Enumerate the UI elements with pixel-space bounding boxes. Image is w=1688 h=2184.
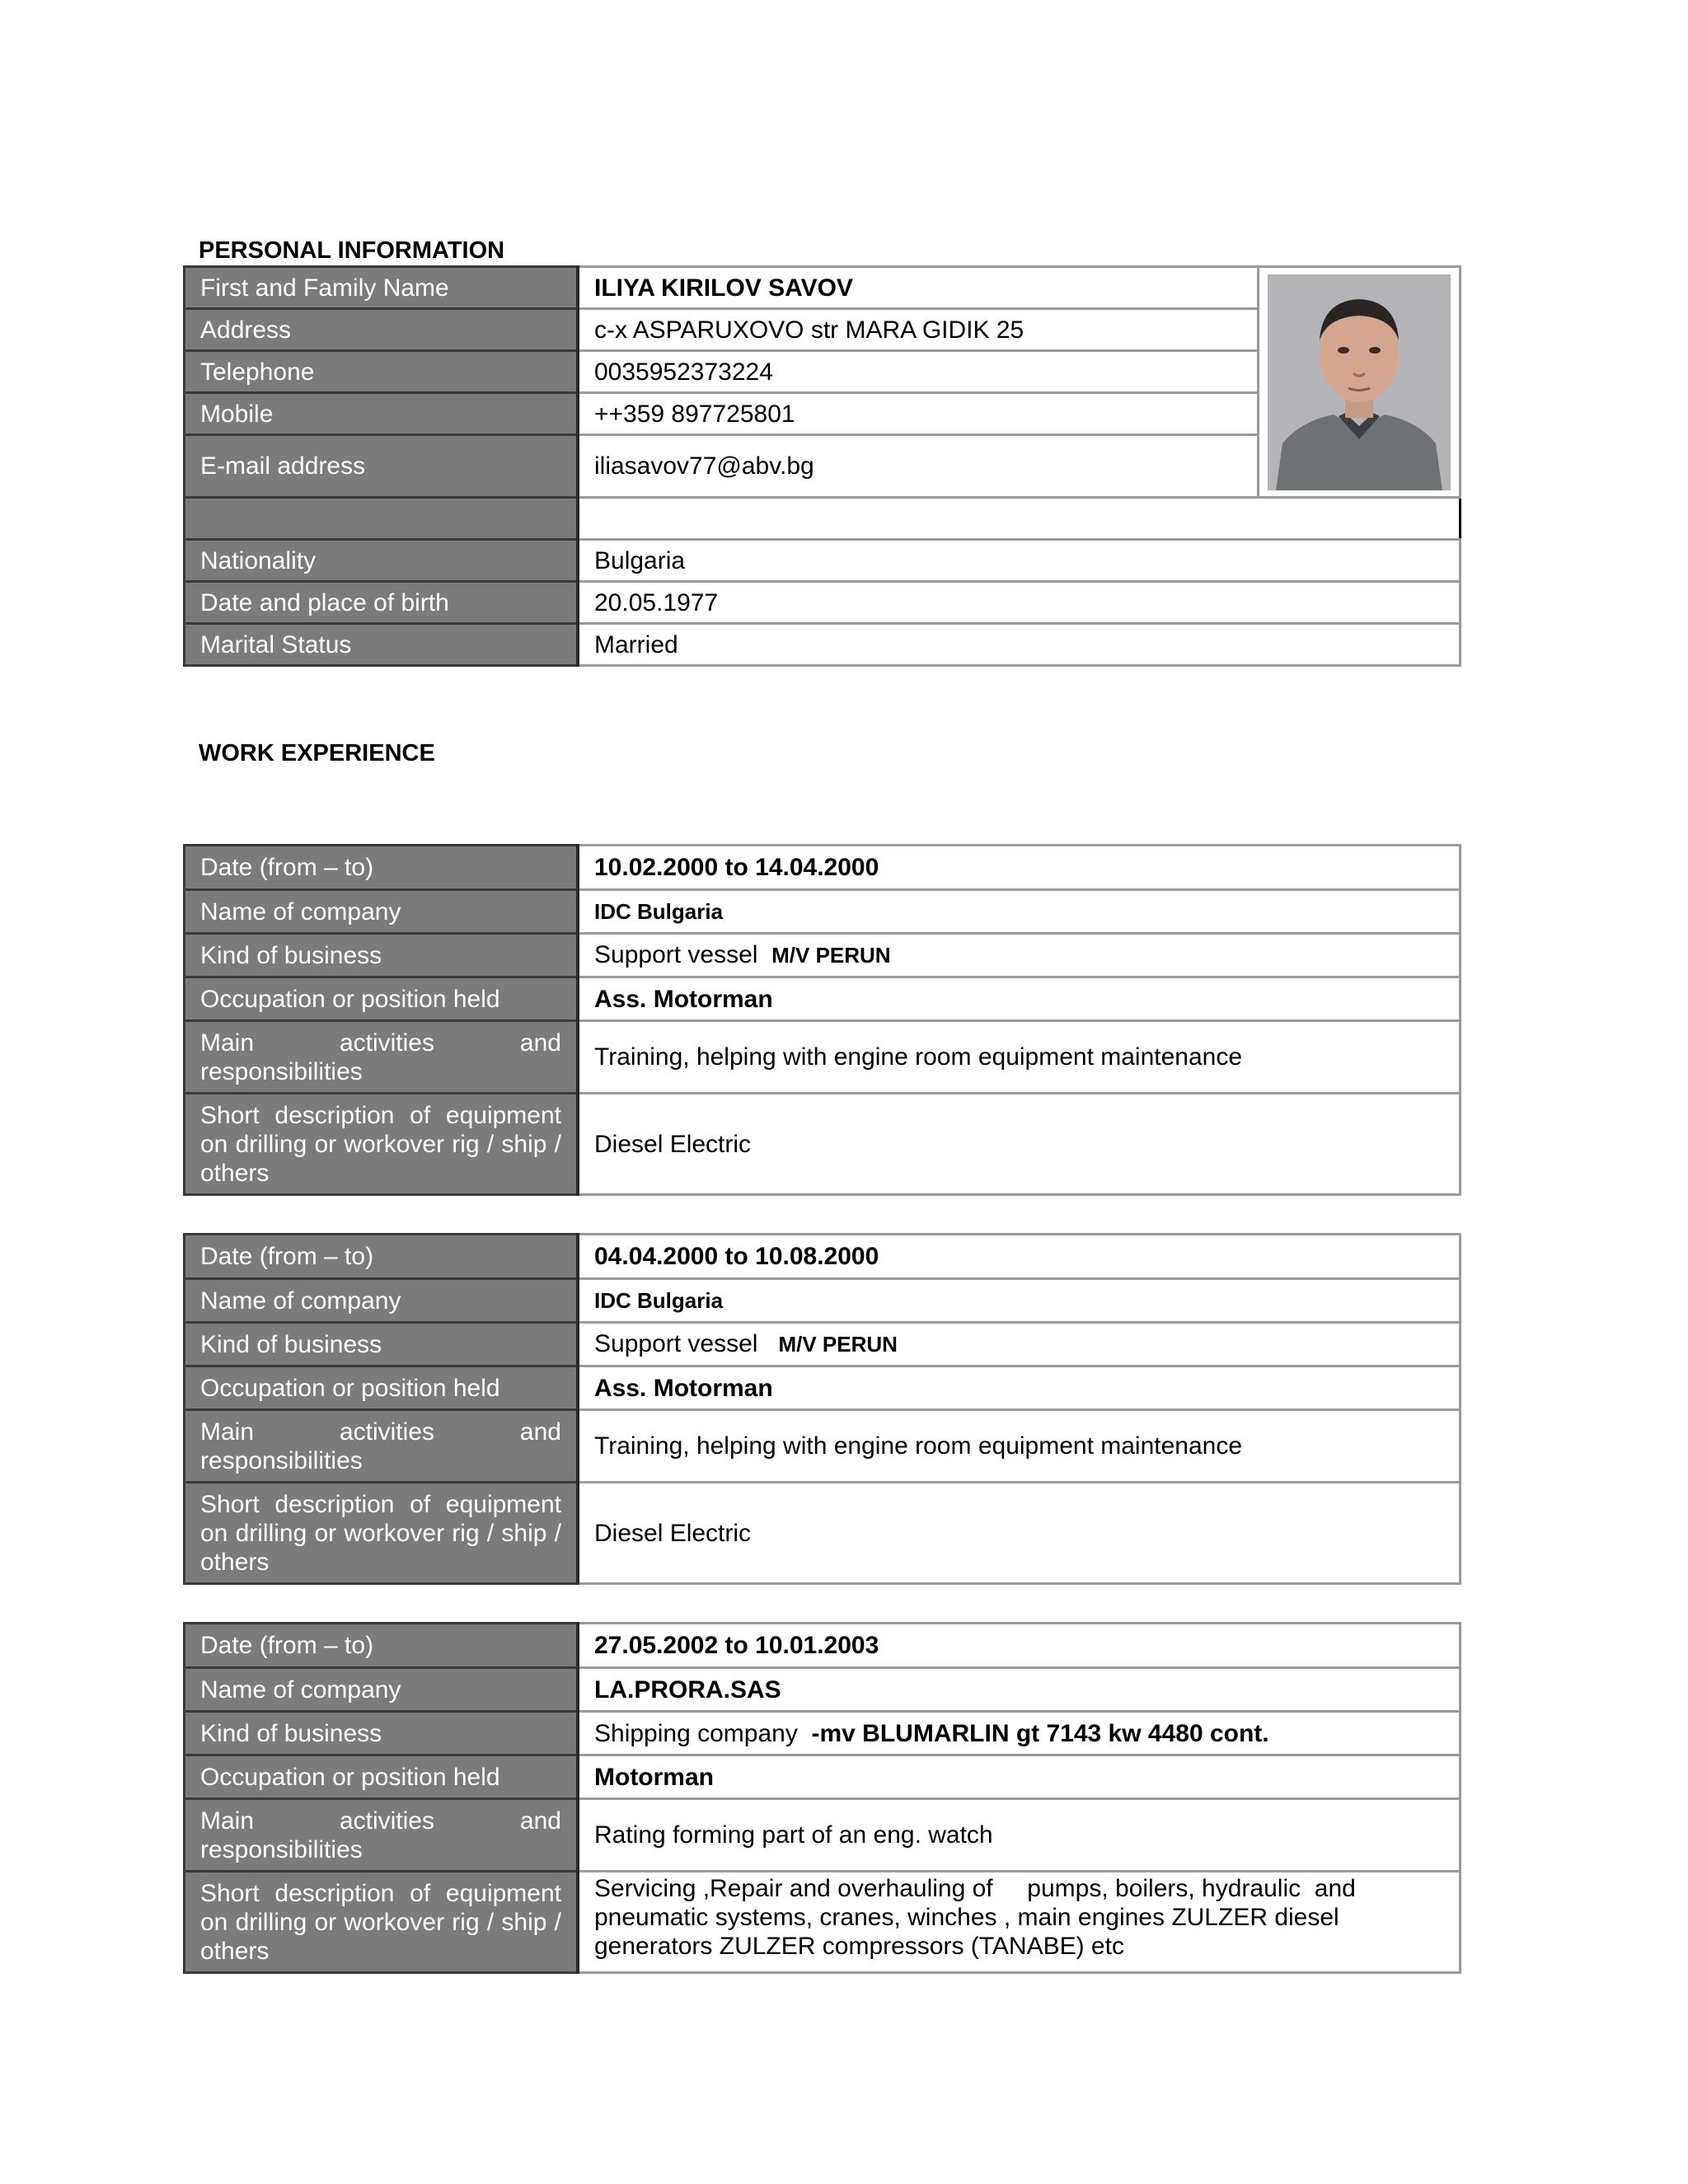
activities-value: Rating forming part of an eng. watch <box>578 1799 1461 1872</box>
business-row <box>185 1323 1461 1366</box>
occupation-label: Occupation or position held <box>185 977 579 1021</box>
equipment-label-line-3: others <box>200 1548 270 1576</box>
company-value: IDC Bulgaria <box>578 890 1461 934</box>
photo-cell <box>1259 267 1461 498</box>
birth-label: Date and place of birth <box>185 582 579 624</box>
company-value: LA.PRORA.SAS <box>578 1668 1461 1712</box>
date-row <box>185 1624 1461 1668</box>
occupation-row <box>185 1755 1461 1799</box>
empty-row <box>185 498 1461 540</box>
marital-row <box>185 624 1461 666</box>
equipment-line-3: generators ZULZER compressors (TANABE) etc <box>594 1933 1124 1960</box>
activities-label-line-2: responsibilities <box>200 1057 363 1085</box>
business-text: Support vessel <box>594 1330 758 1357</box>
vessel-name: M/V PERUN <box>778 1332 898 1357</box>
empty-label <box>185 498 579 540</box>
company-label: Name of company <box>185 1279 579 1323</box>
occupation-value: Motorman <box>578 1755 1461 1799</box>
activities-value: Training, helping with engine room equipment maintenance <box>578 1410 1461 1483</box>
marital-value: Married <box>578 624 1461 666</box>
nationality-row <box>185 540 1461 582</box>
marital-label: Marital Status <box>185 624 579 666</box>
business-value <box>578 1323 1461 1366</box>
equipment-label <box>185 1094 579 1195</box>
activities-label-line-2: responsibilities <box>200 1446 363 1474</box>
equipment-row <box>185 1094 1461 1195</box>
company-row <box>185 1668 1461 1712</box>
occupation-label: Occupation or position held <box>185 1755 579 1799</box>
date-row <box>185 846 1461 890</box>
birth-value: 20.05.1977 <box>578 582 1461 624</box>
equipment-label-line-1: Short description of equipment <box>200 1879 561 1907</box>
activities-label-line-1: Main activities and <box>200 1418 561 1446</box>
portrait-image <box>1268 274 1451 490</box>
occupation-row <box>185 1366 1461 1410</box>
activities-label-line-2: responsibilities <box>200 1835 363 1863</box>
telephone-label: Telephone <box>185 351 579 393</box>
equipment-value: Diesel Electric <box>578 1094 1461 1195</box>
address-label: Address <box>185 309 579 351</box>
company-row <box>185 1279 1461 1323</box>
company-label: Name of company <box>185 890 579 934</box>
business-text: Support vessel <box>594 941 758 968</box>
occupation-row <box>185 977 1461 1021</box>
date-value: 10.02.2000 to 14.04.2000 <box>578 846 1461 890</box>
business-label: Kind of business <box>185 934 579 977</box>
date-label: Date (from – to) <box>185 1624 579 1668</box>
business-label: Kind of business <box>185 1712 579 1755</box>
activities-label <box>185 1410 579 1483</box>
equipment-label-line-2: on drilling or workover rig / ship / <box>200 1908 561 1936</box>
activities-label <box>185 1799 579 1872</box>
equipment-label-line-1: Short description of equipment <box>200 1101 561 1129</box>
work-entry-2 <box>183 1233 1461 1585</box>
date-row <box>185 1235 1461 1279</box>
business-value <box>578 934 1461 977</box>
name-row <box>185 267 1461 309</box>
activities-row <box>185 1021 1461 1094</box>
work-entry-3 <box>183 1622 1461 1974</box>
equipment-label <box>185 1872 579 1973</box>
occupation-value: Ass. Motorman <box>578 977 1461 1021</box>
equipment-label-line-3: others <box>200 1937 270 1965</box>
vessel-name: M/V PERUN <box>771 943 891 968</box>
work-experience-heading: WORK EXPERIENCE <box>199 740 435 766</box>
profile-photo <box>1268 274 1451 490</box>
mobile-label: Mobile <box>185 393 579 435</box>
business-value <box>578 1712 1461 1755</box>
occupation-label: Occupation or position held <box>185 1366 579 1410</box>
activities-row <box>185 1799 1461 1872</box>
activities-value: Training, helping with engine room equipment maintenance <box>578 1021 1461 1094</box>
equipment-line-1: Servicing ,Repair and overhauling of pumps, boilers, hydraulic and <box>594 1875 1356 1902</box>
occupation-value: Ass. Motorman <box>578 1366 1461 1410</box>
business-label: Kind of business <box>185 1323 579 1366</box>
date-label: Date (from – to) <box>185 1235 579 1279</box>
equipment-line-2: pneumatic systems, cranes, winches , main engines ZULZER diesel <box>594 1904 1339 1931</box>
personal-information-heading: PERSONAL INFORMATION <box>199 237 505 264</box>
company-label: Name of company <box>185 1668 579 1712</box>
equipment-label-line-2: on drilling or workover rig / ship / <box>200 1519 561 1547</box>
personal-information-table <box>183 265 1461 667</box>
equipment-label <box>185 1483 579 1584</box>
empty-value <box>578 498 1461 540</box>
equipment-row <box>185 1872 1461 1973</box>
company-value: IDC Bulgaria <box>578 1279 1461 1323</box>
date-value: 27.05.2002 to 10.01.2003 <box>578 1624 1461 1668</box>
email-label: E-mail address <box>185 435 579 498</box>
nationality-label: Nationality <box>185 540 579 582</box>
address-value: c-x ASPARUXOVO str MARA GIDIK 25 <box>578 309 1259 351</box>
company-row <box>185 890 1461 934</box>
business-row <box>185 934 1461 977</box>
equipment-label-line-1: Short description of equipment <box>200 1490 561 1518</box>
name-label: First and Family Name <box>185 267 579 309</box>
business-row <box>185 1712 1461 1755</box>
activities-row <box>185 1410 1461 1483</box>
name-value: ILIYA KIRILOV SAVOV <box>578 267 1259 309</box>
telephone-value: 0035952373224 <box>578 351 1259 393</box>
date-label: Date (from – to) <box>185 846 579 890</box>
activities-label-line-1: Main activities and <box>200 1807 561 1835</box>
nationality-value: Bulgaria <box>578 540 1461 582</box>
activities-label-line-1: Main activities and <box>200 1029 561 1057</box>
equipment-value <box>578 1872 1461 1973</box>
birth-row <box>185 582 1461 624</box>
date-value: 04.04.2000 to 10.08.2000 <box>578 1235 1461 1279</box>
equipment-label-line-3: others <box>200 1159 270 1187</box>
work-entry-1 <box>183 844 1461 1196</box>
vessel-name: -mv BLUMARLIN gt 7143 kw 4480 cont. <box>811 1719 1269 1747</box>
mobile-value: ++359 897725801 <box>578 393 1259 435</box>
equipment-value: Diesel Electric <box>578 1483 1461 1584</box>
equipment-label-line-2: on drilling or workover rig / ship / <box>200 1130 561 1158</box>
business-text: Shipping company <box>594 1719 798 1747</box>
equipment-row <box>185 1483 1461 1584</box>
activities-label <box>185 1021 579 1094</box>
email-value: iliasavov77@abv.bg <box>578 435 1259 498</box>
